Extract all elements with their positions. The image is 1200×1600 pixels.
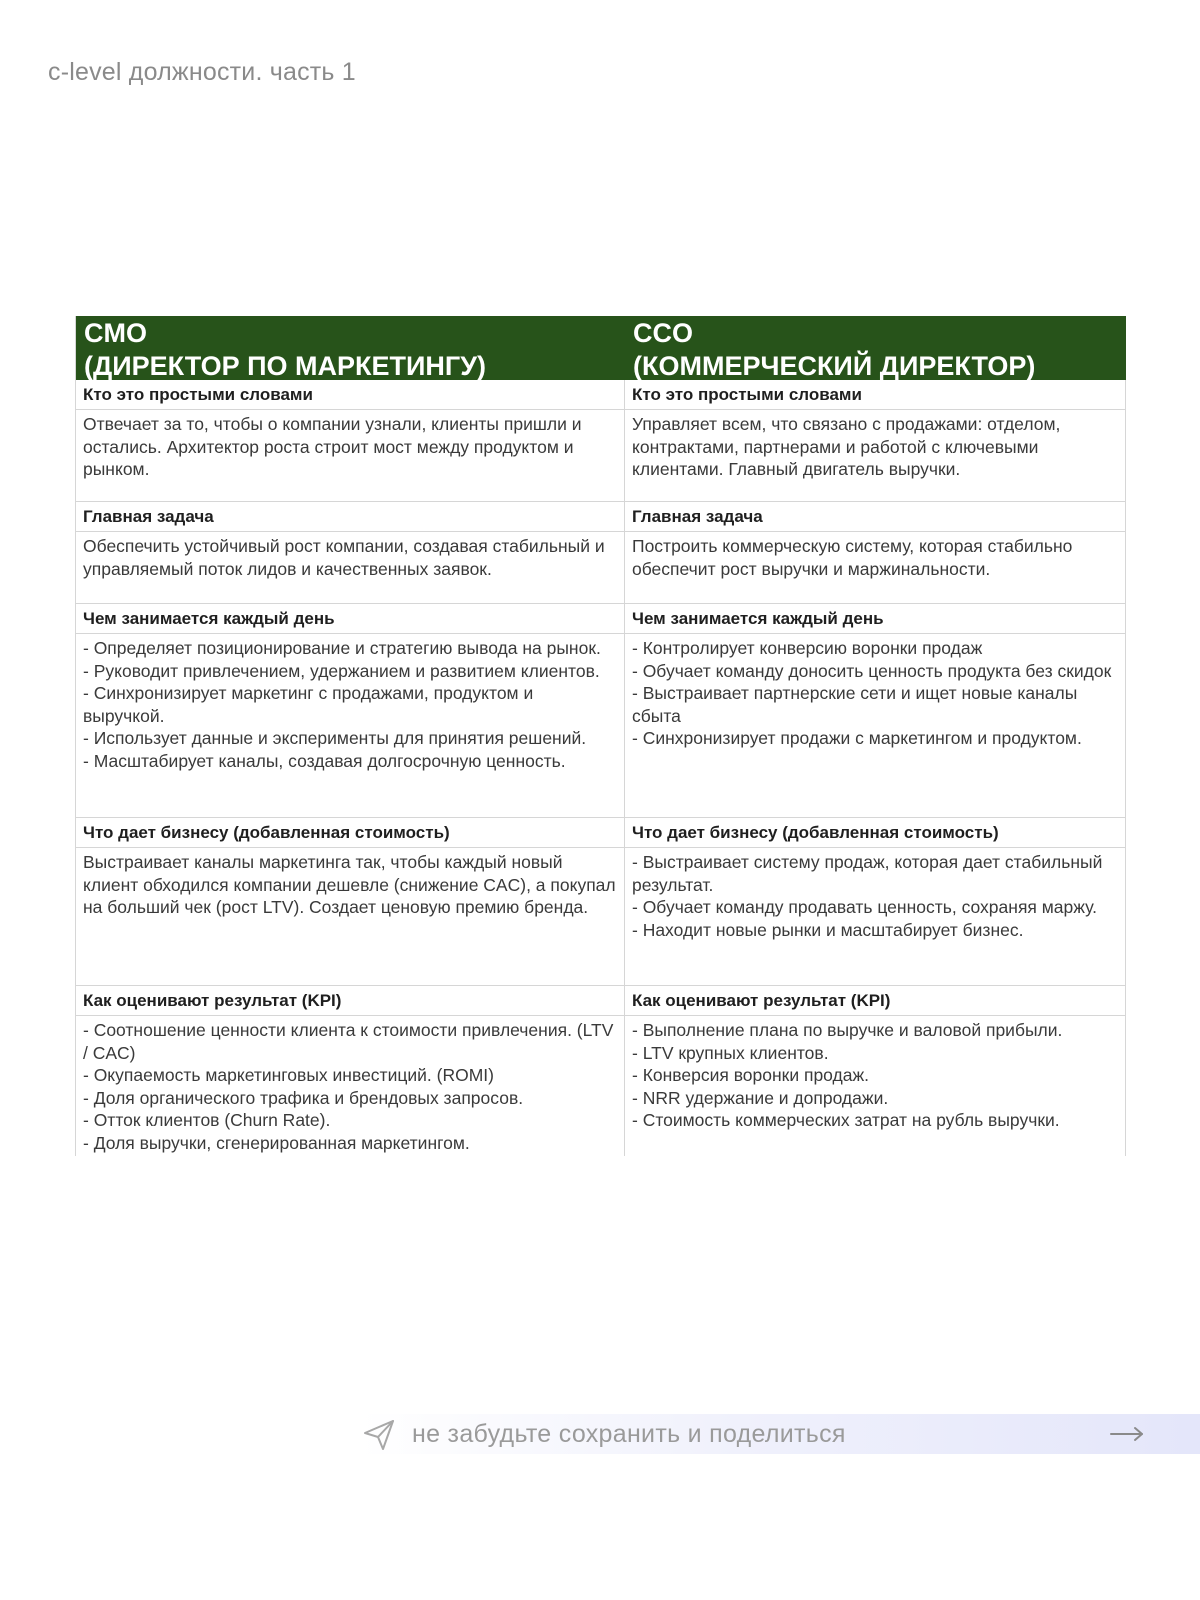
section-label: Как оценивают результат (KPI) <box>76 986 625 1016</box>
column-header-subtitle: (КОММЕРЧЕСКИЙ ДИРЕКТОР) <box>633 351 1036 381</box>
section-label: Главная задача <box>76 502 625 532</box>
section-label: Что дает бизнесу (добавленная стоимость) <box>76 818 625 848</box>
column-header-subtitle: (ДИРЕКТОР ПО МАРКЕТИНГУ) <box>84 351 487 381</box>
section-label: Чем занимается каждый день <box>76 604 625 634</box>
section-label: Главная задача <box>625 502 1126 532</box>
section-label: Что дает бизнесу (добавленная стоимость) <box>625 818 1126 848</box>
section-text: - Контролирует конверсию воронки продаж - Обучает команду доносить ценность продукта без скидок - Выстраивает партнерские сети и ищет новые каналы сбыта - Синхронизирует продажи с маркетингом и продуктом. <box>625 634 1126 818</box>
section-text: - Выполнение плана по выручке и валовой прибыли. - LTV крупных клиентов. - Конверсия воронки продаж. - NRR удержание и допродажи. - Стоимость коммерческих затрат на рубль выручки. <box>625 1016 1126 1156</box>
section-text: - Соотношение ценности клиента к стоимости привлечения. (LTV / CAC) - Окупаемость маркетинговых инвестиций. (ROMI) - Доля органического трафика и брендовых запросов. - Отток клиентов (Churn Rate). - Доля выручки, сгенерированная маркетингом. <box>76 1016 625 1156</box>
paper-plane-icon <box>362 1418 396 1452</box>
page-title: c-level должности. часть 1 <box>48 58 356 86</box>
share-banner-text: не забудьте сохранить и поделиться <box>412 1420 846 1448</box>
section-label: Чем занимается каждый день <box>625 604 1126 634</box>
section-text: Выстраивает каналы маркетинга так, чтобы каждый новый клиент обходился компании дешевле (снижение CAC), а покупал на больший чек (рост LTV). Создает ценовую премию бренда. <box>76 848 625 986</box>
column-header-title: CMO <box>84 318 147 348</box>
section-label: Кто это простыми словами <box>76 380 625 410</box>
section-text: - Выстраивает систему продаж, которая дает стабильный результат. - Обучает команду продавать ценность, сохраняя маржу. - Находит новые рынки и масштабирует бизнес. <box>625 848 1126 986</box>
arrow-right-icon[interactable] <box>1110 1422 1144 1446</box>
section-label: Как оценивают результат (KPI) <box>625 986 1126 1016</box>
section-text: Обеспечить устойчивый рост компании, создавая стабильный и управляемый поток лидов и качественных заявок. <box>76 532 625 604</box>
section-text: - Определяет позиционирование и стратегию вывода на рынок. - Руководит привлечением, удержанием и развитием клиентов. - Синхронизирует маркетинг с продажами, продуктом и выручкой. - Использует данные и эксперименты для принятия решений. - Масштабирует каналы, создавая долгосрочную ценность. <box>76 634 625 818</box>
section-text: Отвечает за то, чтобы о компании узнали, клиенты пришли и остались. Архитектор роста строит мост между продуктом и рынком. <box>76 410 625 502</box>
section-text: Построить коммерческую систему, которая стабильно обеспечит рост выручки и маржинальности. <box>625 532 1126 604</box>
column-header-title: CCO <box>633 318 693 348</box>
share-banner[interactable] <box>360 1414 1200 1454</box>
column-header-cco <box>625 316 1126 380</box>
section-text: Управляет всем, что связано с продажами: отделом, контрактами, партнерами и работой с ключевыми клиентами. Главный двигатель выручки. <box>625 410 1126 502</box>
column-header-cmo <box>76 316 625 380</box>
section-label: Кто это простыми словами <box>625 380 1126 410</box>
comparison-table <box>75 316 1126 1156</box>
